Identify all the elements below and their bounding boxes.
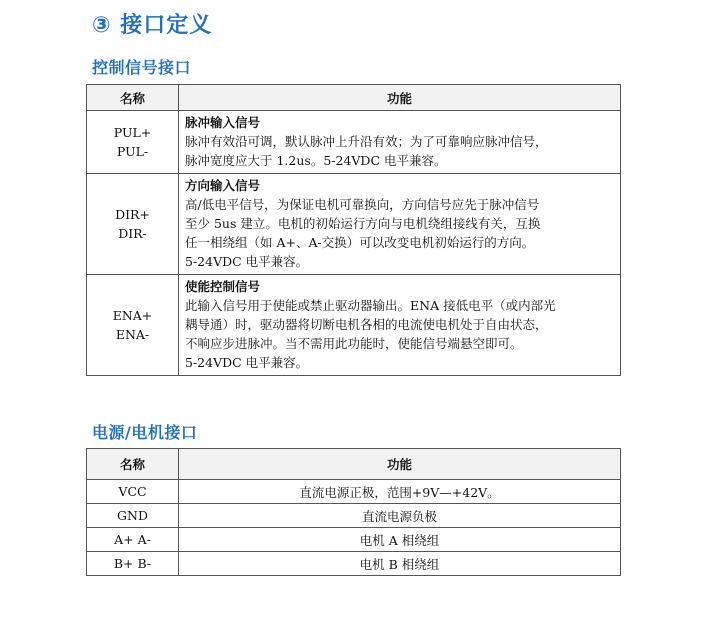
table-header-row [87,85,621,111]
function-text: 5-24VDC 电平兼容。 [185,254,309,270]
signal-section-title: 控制信号接口 [92,58,192,77]
terminal-name: GND [87,504,179,528]
signal-interface-table [86,84,621,376]
signal-name: PUL- [116,143,149,159]
table-row [87,274,621,375]
signal-name: ENA+ [112,307,153,323]
header-function: 功能 [179,85,621,111]
table-header-row [87,449,621,480]
signal-function-cell [179,173,621,274]
function-text: 至少 5us 建立。电机的初始运行方向与电机绕组接线有关，互换 [185,216,541,232]
terminal-function: 电机 A 相绕组 [179,528,621,552]
function-text: 高/低电平信号，为保证电机可靠换向，方向信号应先于脉冲信号 [185,196,540,212]
table-row [87,528,621,552]
page-title: ③ 接口定义 [92,13,213,38]
signal-name: ENA- [115,326,150,342]
signal-name: DIR- [118,225,147,241]
terminal-function: 直流电源负极 [179,504,621,528]
header-name: 名称 [87,449,179,480]
table-row [87,111,621,174]
signal-function-cell [179,274,621,375]
function-text: 脉冲有效沿可调，默认脉冲上升沿有效；为了可靠响应脉冲信号， [185,134,548,150]
header-function: 功能 [179,449,621,480]
function-title: 使能控制信号 [185,278,261,294]
power-section-title: 电源/电机接口 [92,423,198,442]
function-text: 此输入信号用于使能或禁止驱动器输出。ENA 接低电平（或内部光 [185,297,556,313]
terminal-name: B+ B- [87,552,179,576]
signal-name-cell [87,111,179,174]
terminal-function: 电机 B 相绕组 [179,552,621,576]
function-title: 方向输入信号 [185,177,261,193]
signal-function-cell [179,111,621,174]
function-title: 脉冲输入信号 [185,115,261,130]
table-row [87,480,621,504]
function-text: 不响应步进脉冲。当不需用此功能时，使能信号端悬空即可。 [185,336,523,352]
signal-name: DIR+ [115,206,150,222]
terminal-name: A+ A- [87,528,179,552]
function-text: 任一相绕组（如 A+、A-交换）可以改变电机初始运行的方向。 [185,235,535,251]
table-row [87,173,621,274]
signal-name: PUL+ [113,124,152,140]
power-interface-table [86,448,621,576]
signal-name-cell [87,274,179,375]
function-text: 耦导通）时，驱动器将切断电机各相的电流使电机处于自由状态， [185,317,548,333]
function-text: 脉冲宽度应大于 1.2us。5-24VDC 电平兼容。 [185,153,447,169]
table-row [87,552,621,576]
function-text: 5-24VDC 电平兼容。 [185,355,309,371]
table-row [87,504,621,528]
terminal-function: 直流电源正极，范围+9V—+42V。 [179,480,621,504]
terminal-name: VCC [87,480,179,504]
header-name: 名称 [87,85,179,111]
signal-name-cell [87,173,179,274]
